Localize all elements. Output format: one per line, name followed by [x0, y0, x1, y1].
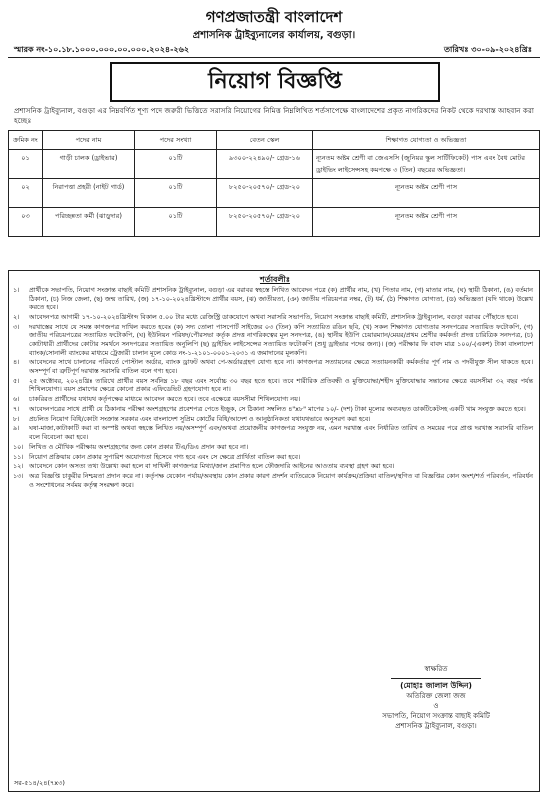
row-qualification: ন্যূনতম অষ্টম শ্রেণী পাস: [313, 179, 540, 208]
row-scale: ৮২৫০-২০৫৭০/- গ্রেড-২০: [217, 179, 313, 208]
signatory-designation: অতিরিক্ত জেলা জজ: [406, 692, 466, 700]
signatory-name: (মোহাঃ জালাল উদ্দিন): [400, 681, 472, 690]
condition-text: আবেদনের সাথে চালানের পরিবর্তে পোস্টাল অর্ডার, ব্যাংক ড্রাফট অথবা পে-অর্ডারগ্রহণ যোগ্য হবে না। কাগজপত্র সত্যায়নের ক্ষেত্রে সত্যায়নকারী কর্মকর্তার পূর্ণ নাম ও পদবীযুক্ত সীল থাকতে হবে। অসম্পূর্ণ বা ত্রুটিপূর্ণ দরখাস্ত সরাসরি বাতিল বলে গণ্য হবে।: [29, 358, 533, 375]
condition-text: আবেদনপত্র আগামী ১৭-১০-২০২৪খ্রিস্টাব্দ বিকাল ৫.০০ টার মধ্যে রেজিস্ট্রি ডাকযোগে অথবা সরাসরি সভাপতি, নিয়োগ সংক্রান্ত বাছাই কমিটি, প্রশাসনিক ট্রাইব্যুনাল, বগুড়া বরাবর পৌঁছাতে হবে।: [29, 312, 519, 321]
row-count: ০১টি: [135, 150, 217, 179]
list-item: [13, 377, 533, 394]
condition-number: ৭।: [13, 404, 20, 413]
condition-number: ২।: [13, 312, 20, 321]
condition-text: ২৫ অক্টোবর, ২০২৪খ্রিঃ তারিখে প্রার্থীর বয়স সর্বনিম্ন ১৮ বছর এবং সর্বোচ্চ ৩০ বছর হতে হবে। তবে শারীরিক প্রতিবন্ধী ও মুক্তিযোদ্ধা/শহীদ মুক্তিযোদ্ধার সন্তানের ক্ষেত্রে বয়সসীমা ৩২ বছর পর্যন্ত শিথিলযোগ্য। বয়স প্রমাণের ক্ষেত্রে কোনো প্রকার এফিডেভিট গ্রহণযোগ্য হবে না।: [29, 376, 533, 394]
condition-number: ৯।: [13, 424, 20, 433]
condition-text: আবেদনে কোন অসত্য তথ্য উল্লেখ্য করা হলে বা দাখিলী কাগজপত্র মিথ্যা/জাল প্রমাণিত হলে ফৌজদারি আইনের আওতায় ব্যবস্থা গ্রহণ করা হবে।: [29, 462, 395, 471]
signatory-conjunction: ও: [433, 702, 439, 710]
list-item: [13, 286, 533, 312]
signature-line: [391, 678, 481, 679]
condition-number: ১০।: [13, 442, 24, 451]
notice-banner: [110, 62, 440, 102]
list-item: [13, 323, 533, 357]
row-serial: ০৩: [9, 208, 43, 237]
condition-text: প্রার্থীকে সভাপতি, নিয়োগ সংক্রান্ত বাছাই কমিটি প্রশাসনিক ট্রাইব্যুনাল, বগুড়া এর বরাবর স্বহস্তে লিখিত আবেদন পত্রে (ক) প্রার্থীর নাম, (খ) পিতার নাম, (গ) মাতার নাম, (ঘ) স্থায়ী ঠিকানা, (ঙ) বর্তমান ঠিকানা, (চ) নিজ জেলা, (ছ) জন্ম তারিখ, (জ) ১৭-১০-২০২৪খ্রিস্টাব্দে প্রার্থীর বয়স, (ঝ) জাতীয়তা, (ঞ) জাতীয় পরিচয়পত্র নম্বর, (ট) ধর্ম, (ঠ) শিক্ষাগত যোগ্যতা, (ড) অভিজ্ঞতা (যদি থাকে) উল্লেখ করতে হবে।: [29, 286, 533, 312]
header-qualification: শিক্ষাগত যোগ্যতা ও অভিজ্ঞতা: [313, 131, 540, 150]
condition-number: ১২।: [13, 462, 24, 471]
row-count: ০১টি: [135, 179, 217, 208]
condition-number: ৪।: [13, 358, 20, 367]
table-row: [9, 208, 540, 237]
list-item: [13, 472, 533, 489]
government-title: গণপ্রজাতন্ত্রী বাংলাদেশ: [205, 8, 343, 26]
list-item: [13, 453, 533, 462]
notice-date: তারিখঃ ৩০-০৯-২০২৪খ্রিঃ: [443, 45, 532, 54]
condition-text: নিয়োগ প্রক্রিয়ায় কোন প্রকার সুপারিশ অযোগ্যতা হিসেবে গণ্য হবে এবং সে ক্ষেত্রে প্রার্থিতা বাতিল করা হবে।: [29, 452, 301, 461]
condition-number: ৬।: [13, 395, 20, 404]
header-divider: [8, 57, 540, 58]
row-qualification: ন্যূনতম অষ্টম শ্রেণী পাস: [313, 208, 540, 237]
posts-table: [8, 130, 540, 237]
signatory-office: প্রশাসনিক ট্রাইব্যুনাল, বগুড়া।: [395, 722, 477, 730]
conditions-heading: শর্তাবলীঃ: [259, 275, 291, 284]
row-scale: ৯৩০০-২২৪৯০/- গ্রেড-১৬: [217, 150, 313, 179]
office-name: প্রশাসনিক ট্রাইব্যুনালের কার্যালয়, বগুড়া।: [192, 30, 356, 41]
condition-number: ১।: [13, 286, 20, 294]
condition-number: ৩।: [13, 322, 20, 331]
condition-text: আবেদনপত্রের সাথে প্রার্থী যে ঠিকানায় পরীক্ষা অংশগ্রহণের প্রবেশপত্র পেতে ইচ্ছুক, সে ঠিকানা সম্বলিত ৪"x৮" মাপের ১০/- (দশ) টাকা মূল্যের অব্যবহৃত ডাকটিকেটসহ একটি খাম সংযুক্ত করতে হবে।: [29, 404, 526, 413]
signatory-role: সভাপতি, নিয়োগ সংক্রান্ত বাছাই কমিটি: [382, 712, 490, 720]
conditions-box: [8, 270, 540, 792]
row-serial: ০২: [9, 179, 43, 208]
signature-label: স্বাক্ষরিত: [424, 665, 448, 673]
condition-text: অত্র বিজ্ঞপ্তি চাকুরীর নিশ্চয়তা প্রদান করে না। কর্তৃপক্ষ যেকোন পর্যায়/অবস্থায় কোন প্রকার কারণ প্রদর্শন ব্যতিরেকে নিয়োগ কার্যক্রম/প্রক্রিয়া বাতিল/স্থগিত বা বিজ্ঞপ্তির কোন অংশ/শর্ত পরিবর্তন, পরিবর্ধন ও সংশোধনের সর্বময় কর্তৃত্ব সংরক্ষণ করে।: [29, 472, 533, 489]
intro-paragraph: প্রশাসনিক ট্রাইব্যুনাল, বগুড়া এর নিম্নবর্ণিত শূণ্য পদে জরুরী ভিত্তিতে সরাসরি নিয়োগের নিমিত্ত নিম্নলিখিত শর্তসাপেক্ষে বাংলাদেশের প্রকৃত নাগরিকদের নিকট থেকে দরখাস্ত আহবান করা হচ্ছেঃ: [14, 106, 534, 125]
condition-text: চাকরিরত প্রার্থীদের যথাযথ কর্তৃপক্ষের মাধ্যমে আবেদন করতে হবে। তবে এক্ষেত্রে বয়সসীমা শিথিলযোগ্য নয়।: [29, 395, 301, 404]
list-item: [13, 415, 533, 424]
row-serial: ০১: [9, 150, 43, 179]
row-qualification: ন্যূনতম অষ্টম শ্রেণী বা জেএসসি (জুনিয়র স্কুল সার্টিফিকেট) পাস এবং বৈধ মোটর ড্রাইভিং লাইসেন্সসহ কমপক্ষে ৩ (তিন) বছরের অভিজ্ঞতা।: [313, 150, 540, 179]
list-item: [13, 313, 533, 322]
memo-number: স্মারক নং-১০.১৮.১০০০.০০০.০০.০০০.২০২৪-২৬২: [14, 45, 190, 54]
list-item: [13, 424, 533, 441]
list-item: [13, 358, 533, 375]
banner-title: নিয়োগ বিজ্ঞপ্তি: [208, 68, 342, 94]
header-serial: ক্রমিক নং: [9, 131, 43, 150]
footer-reference: সর-৫১৪/২৪(৭x৩): [14, 779, 65, 787]
condition-number: ১৩।: [13, 472, 24, 481]
condition-text: লিখিত ও মৌখিক পরীক্ষায় অংশগ্রহণের জন্য কোন প্রকার টিএ/ডিএ প্রদান করা হবে না।: [29, 442, 249, 451]
condition-text: ঘষা-মাজা,কাটাকাটি করা বা অস্পষ্ট অথবা স্বহস্তে লিখিত নয়/অসম্পূর্ণ এবং/অথবা প্রয়োজনীয় কাগজপত্র সংযুক্ত নয়, এমন দরখাস্ত এবং নির্ধারিত তারিখ ও সময়ের পরে প্রাপ্ত দরখাস্ত সরাসরি বাতিল বলে বিবেচনা করা হবে।: [29, 424, 533, 441]
row-post: গাড়ী চালক (ড্রাইভার): [43, 150, 135, 179]
row-scale: ৮২৫০-২০৫৭০/- গ্রেড-২০: [217, 208, 313, 237]
condition-text: দরখাস্তের সাথে যে সমস্ত কাগজপত্র দাখিল করতে হবেঃ (ক) সদ্য তোলা পাসপোর্ট সাইজের ০৩ (তিন) কপি সত্যায়িত রঙিন ছবি, (খ) সকল শিক্ষাগত যোগ্যতার সনদপত্রের সত্যায়িত ফটোকপি, (গ) জাতীয় পরিচয়পত্রের সত্যায়িত ফটোকপি, (ঘ) ইউনিয়ন পরিষদ/পৌরসভা কর্তৃক প্রদত্ত নাগরিকত্বের মূল সনদপত্র, (ঙ) স্থানীয় ইউপি চেয়ারম্যান/মেয়র/প্রথম শ্রেণীর কর্মকর্তা প্রদত্ত চারিত্রিক সনদপত্র, (চ) কোটাধারী প্রার্থীদের কোটার সমর্থনে সনদপত্রের সত্যায়িত অনুলিপি (ছ) ড্রাইভিং লাইসেন্সের সত্যায়িত ফটোকপি (শুধু ড্রাইভার পদের জন্য)। (জ) পরীক্ষার ফি বাবদ মাত্র ১০০/-(একশ) টাকা বাংলাদেশ ব্যাংক/সোনালী ব্যাংকের মাধ্যমে ট্রেজারী চালান মূলে কোড নং-১-২১০১-০০০১-২০৩১ এ জমাদানের মূলকপি।: [29, 322, 533, 357]
header-post-name: পদের নাম: [43, 131, 135, 150]
condition-number: ৫।: [13, 376, 20, 385]
table-row: [9, 150, 540, 179]
table-header-row: [9, 131, 540, 150]
table-row: [9, 179, 540, 208]
list-item: [13, 395, 533, 404]
row-post: নিরাপত্তা প্রহরী (নাইট গার্ড): [43, 179, 135, 208]
header-post-count: পদের সংখ্যা: [135, 131, 217, 150]
signature-block: [341, 664, 531, 731]
list-item: [13, 462, 533, 471]
list-item: [13, 405, 533, 414]
conditions-list: [13, 286, 533, 491]
condition-number: ৮।: [13, 414, 20, 423]
header-pay-scale: বেতন স্কেল: [217, 131, 313, 150]
list-item: [13, 443, 533, 452]
condition-text: প্রচলিত নিয়োগ বিধি/কোটা সংক্রান্ত সরকার এবং বাংলাদেশ সুপ্রিম কোর্টের বিধি/আদেশ ও আনুষ্ঠানিকতা যথাযথভাবে অনুসরণ করা হবে।: [29, 414, 371, 423]
row-post: পরিচ্ছন্নতা কর্মী (ঝাড়ুদার): [43, 208, 135, 237]
row-count: ০১টি: [135, 208, 217, 237]
condition-number: ১১।: [13, 452, 24, 461]
